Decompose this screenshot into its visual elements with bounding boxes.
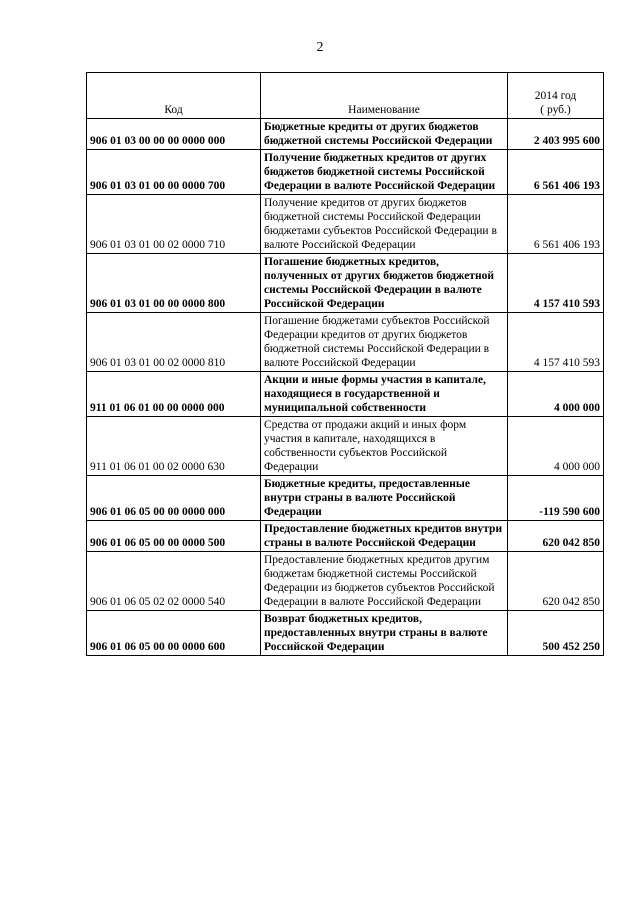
- amount-cell: 4 157 410 593: [508, 254, 604, 313]
- table-row: [87, 611, 604, 656]
- name-cell: Бюджетные кредиты, предоставленные внутри страны в валюте Российской Федерации: [261, 476, 508, 521]
- name-cell: Получение бюджетных кредитов от других бюджетов бюджетной системы Российской Федерации в валюте Российской Федерации: [261, 150, 508, 195]
- code-cell: 911 01 06 01 00 00 0000 000: [87, 372, 261, 417]
- amount-cell: 620 042 850: [508, 552, 604, 611]
- name-cell: Погашение бюджетами субъектов Российской Федерации кредитов от других бюджетов бюджетной системы Российской Федерации в валюте Российской Федерации: [261, 313, 508, 372]
- header-year-line2: ( руб.): [540, 104, 571, 116]
- code-cell: 906 01 06 05 00 00 0000 500: [87, 521, 261, 552]
- table-row: [87, 195, 604, 254]
- table-row: [87, 313, 604, 372]
- header-name: Наименование: [261, 73, 508, 119]
- amount-cell: -119 590 600: [508, 476, 604, 521]
- code-cell: 906 01 06 05 02 02 0000 540: [87, 552, 261, 611]
- table-row: [87, 417, 604, 476]
- name-cell: Предоставление бюджетных кредитов другим бюджетам бюджетной системы Российской Федерации из бюджетов субъектов Российской Федерации в валюте Российской Федерации: [261, 552, 508, 611]
- code-cell: 911 01 06 01 00 02 0000 630: [87, 417, 261, 476]
- amount-cell: 500 452 250: [508, 611, 604, 656]
- table-row: [87, 150, 604, 195]
- header-year-line1: 2014 год: [534, 90, 577, 102]
- name-cell: Получение кредитов от других бюджетов бюджетной системы Российской Федерации бюджетами субъектов Российской Федерации в валюте Российской Федерации: [261, 195, 508, 254]
- code-cell: 906 01 03 01 00 00 0000 800: [87, 254, 261, 313]
- amount-cell: 4 000 000: [508, 417, 604, 476]
- table-header-row: [87, 73, 604, 119]
- amount-cell: 6 561 406 193: [508, 150, 604, 195]
- header-year: [508, 73, 604, 119]
- table-row: [87, 552, 604, 611]
- code-cell: 906 01 03 00 00 00 0000 000: [87, 119, 261, 150]
- page-number: 2: [316, 40, 324, 55]
- amount-cell: 4 157 410 593: [508, 313, 604, 372]
- code-cell: 906 01 06 05 00 00 0000 000: [87, 476, 261, 521]
- code-cell: 906 01 03 01 00 00 0000 700: [87, 150, 261, 195]
- code-cell: 906 01 06 05 00 00 0000 600: [87, 611, 261, 656]
- table-row: [87, 521, 604, 552]
- name-cell: Акции и иные формы участия в капитале, находящиеся в государственной и муниципальной собственности: [261, 372, 508, 417]
- amount-cell: 2 403 995 600: [508, 119, 604, 150]
- name-cell: Средства от продажи акций и иных форм участия в капитале, находящихся в собственности субъектов Российской Федерации: [261, 417, 508, 476]
- table-row: [87, 119, 604, 150]
- table-row: [87, 254, 604, 313]
- table-row: [87, 476, 604, 521]
- header-code: Код: [87, 73, 261, 119]
- name-cell: Погашение бюджетных кредитов, полученных от других бюджетов бюджетной системы Российской Федерации в валюте Российской Федерации: [261, 254, 508, 313]
- code-cell: 906 01 03 01 00 02 0000 710: [87, 195, 261, 254]
- amount-cell: 4 000 000: [508, 372, 604, 417]
- budget-sources-table: [86, 72, 604, 656]
- amount-cell: 620 042 850: [508, 521, 604, 552]
- name-cell: Предоставление бюджетных кредитов внутри страны в валюте Российской Федерации: [261, 521, 508, 552]
- table-row: [87, 372, 604, 417]
- name-cell: Возврат бюджетных кредитов, предоставленных внутри страны в валюте Российской Федерации: [261, 611, 508, 656]
- amount-cell: 6 561 406 193: [508, 195, 604, 254]
- name-cell: Бюджетные кредиты от других бюджетов бюджетной системы Российской Федерации: [261, 119, 508, 150]
- code-cell: 906 01 03 01 00 02 0000 810: [87, 313, 261, 372]
